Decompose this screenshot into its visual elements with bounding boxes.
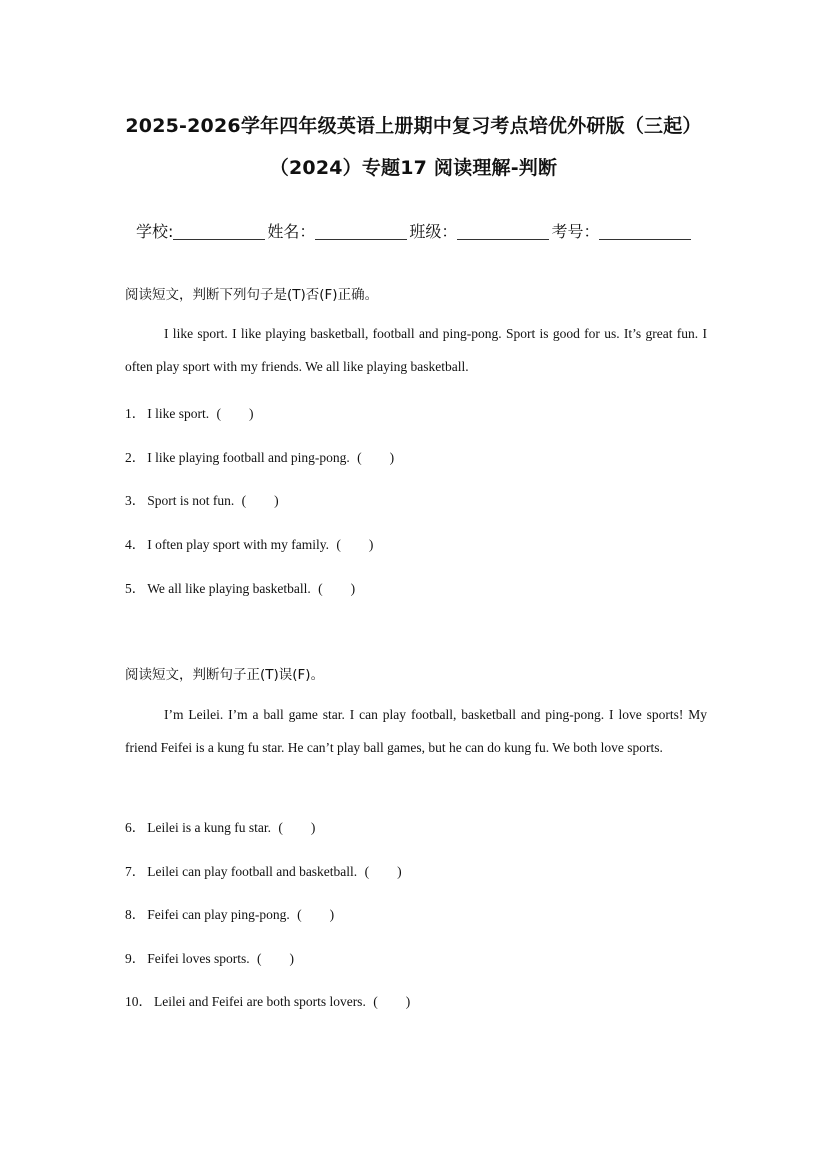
school-label: 学校: — [136, 222, 174, 241]
answer-blank[interactable]: ( ) — [297, 907, 335, 922]
question-text: Leilei is a kung fu star. — [147, 820, 275, 835]
question-text: Leilei and Feifei are both sports lovers. — [154, 994, 370, 1009]
section-1-instruction: 阅读短文，判断下列句子是(T)否(F)正确。 — [125, 287, 379, 303]
section-2-passage: I’m Leilei. I’m a ball game star. I can play football, basketball and ping-pong. I love sports! My friend Feifei is a kung fu star. He can’t play ball games, but he can do kung fu. We both love sports. — [125, 707, 707, 755]
question-text: Feifei can play ping-pong. — [147, 907, 294, 922]
question-3 — [125, 489, 279, 509]
answer-blank[interactable]: ( ) — [241, 493, 279, 508]
question-text: Feifei loves sports. — [147, 951, 253, 966]
question-number: 3． — [125, 493, 146, 508]
school-field[interactable] — [173, 223, 265, 240]
question-2 — [125, 446, 394, 466]
question-text: I like sport. — [147, 406, 213, 421]
answer-blank[interactable]: ( ) — [336, 537, 374, 552]
question-number: 10． — [125, 994, 152, 1009]
section-1-passage: I like sport. I like playing basketball, football and ping-pong. Sport is good for us. It’s great fun. I often play sport with my friends. We all like playing basketball. — [125, 326, 707, 374]
student-info-row — [136, 219, 693, 242]
answer-blank[interactable]: ( ) — [278, 820, 316, 835]
exam-no-field[interactable] — [599, 223, 691, 240]
question-7 — [125, 860, 402, 880]
question-text: I like playing football and ping-pong. — [147, 450, 354, 465]
answer-blank[interactable]: ( ) — [357, 450, 395, 465]
question-4 — [125, 533, 373, 553]
question-8 — [125, 903, 334, 923]
answer-blank[interactable]: ( ) — [257, 951, 294, 966]
question-number: 6． — [125, 820, 146, 835]
class-field[interactable] — [457, 223, 549, 240]
question-number: 1． — [125, 406, 146, 421]
question-text: Sport is not fun. — [147, 493, 238, 508]
question-5 — [125, 577, 355, 597]
class-label: 班级： — [409, 222, 458, 241]
question-number: 8． — [125, 907, 146, 922]
name-field[interactable] — [315, 223, 407, 240]
question-number: 9． — [125, 951, 146, 966]
page-title: 2025-2026学年四年级英语上册期中复习考点培优外研版（三起） — [125, 115, 702, 137]
question-number: 2． — [125, 450, 146, 465]
question-text: We all like playing basketball. — [147, 581, 315, 596]
exam-no-label: 考号： — [551, 222, 600, 241]
question-number: 4． — [125, 537, 146, 552]
answer-blank[interactable]: ( ) — [364, 864, 402, 879]
question-9 — [125, 947, 294, 967]
question-1 — [125, 402, 254, 422]
question-text: I often play sport with my family. — [147, 537, 333, 552]
page-subtitle: （2024）专题17 阅读理解-判断 — [269, 157, 558, 179]
question-10 — [125, 990, 410, 1010]
question-6 — [125, 816, 315, 836]
answer-blank[interactable]: ( ) — [318, 581, 356, 596]
question-text: Leilei can play football and basketball. — [147, 864, 361, 879]
answer-blank[interactable]: ( ) — [216, 406, 254, 421]
question-number: 7． — [125, 864, 146, 879]
question-number: 5． — [125, 581, 146, 596]
section-2-instruction: 阅读短文，判断句子正(T)误(F)。 — [125, 667, 325, 683]
answer-blank[interactable]: ( ) — [373, 994, 411, 1009]
name-label: 姓名： — [267, 222, 316, 241]
